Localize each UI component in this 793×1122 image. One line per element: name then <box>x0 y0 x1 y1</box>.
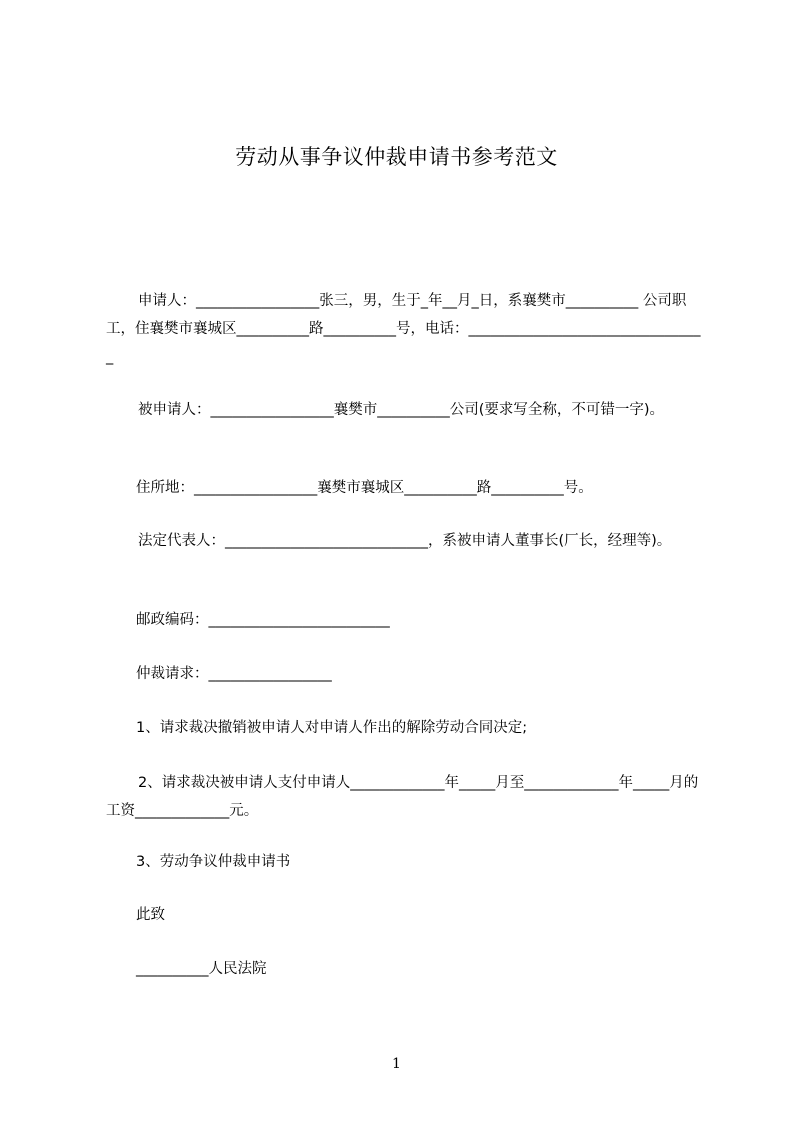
request-item-1: 1、请求裁决撤销被申请人对申请人作出的解除劳动合同决定; <box>136 720 528 736</box>
page-number: 1 <box>392 1056 401 1072</box>
paragraph-postal-code: 邮政编码：_________________________ <box>136 612 390 628</box>
paragraph-respondent: 被申请人：_________________襄樊市__________公司(要求写全称，不可错一字)。 <box>138 402 665 418</box>
request-item-3: 3、劳动争议仲裁申请书 <box>136 854 291 870</box>
request-item-2: 2、请求裁决被申请人支付申请人_____________年_____月至_____________年_____月的工资_____________元。 <box>106 775 699 819</box>
paragraph-legal-representative: 法定代表人：____________________________，系被申请人董事长(厂长，经理等)。 <box>138 533 672 549</box>
document-title: 劳动从事争议仲裁申请书参考范文 <box>235 145 558 169</box>
closing-salutation: 此致 <box>136 907 165 923</box>
court-addressee: __________人民法院 <box>136 961 267 977</box>
paragraph-address: 住所地：_________________襄樊市襄城区__________路__________号。 <box>136 480 593 496</box>
paragraph-arbitration-request: 仲裁请求：_________________ <box>136 666 332 682</box>
paragraph-applicant: 申请人：_________________张三，男，生于_年__月_日，系襄樊市__________ 公司职工，住襄樊市襄城区__________路__________号，电话：_________________________________ <box>106 293 701 365</box>
